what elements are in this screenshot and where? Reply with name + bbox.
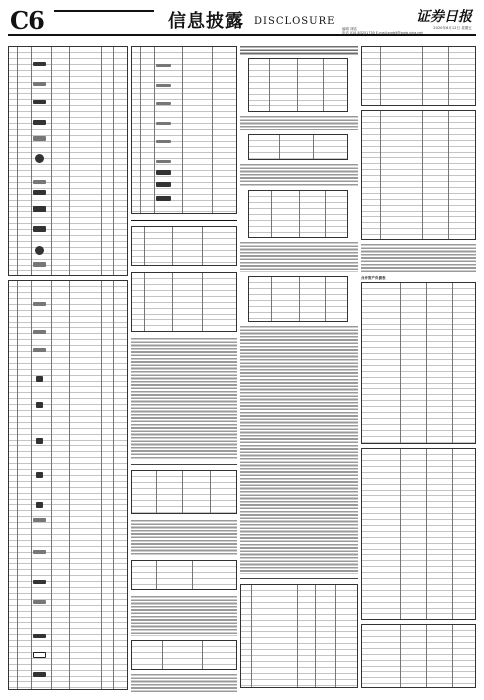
- section-title: 信息披露: [168, 11, 244, 32]
- announcement-body: [240, 116, 358, 130]
- voting-results-table: [240, 584, 358, 688]
- brand-logo-thumbnail: [33, 634, 46, 638]
- page-number: C6: [10, 6, 44, 35]
- brand-logo-thumbnail: [33, 62, 46, 66]
- column-two: [131, 40, 237, 692]
- cash-flow-table: [361, 624, 476, 688]
- trademark-table-continued: [8, 280, 128, 690]
- trademark-table-part-two: [131, 46, 237, 214]
- governance-table-continued: [361, 110, 476, 240]
- balance-sheet-table: [361, 282, 476, 444]
- shareholding-table: [131, 640, 237, 670]
- brand-logo-thumbnail: [156, 182, 171, 187]
- brand-logo-thumbnail: [33, 136, 46, 141]
- brand-logo-thumbnail: [36, 402, 43, 408]
- brand-logo-thumbnail: [33, 600, 46, 604]
- income-statement-table: [361, 448, 476, 620]
- brand-logo-thumbnail: [156, 160, 171, 163]
- section-divider: [131, 464, 237, 465]
- brand-logo-thumbnail: [33, 262, 46, 267]
- brand-logo-thumbnail: [33, 330, 46, 334]
- transaction-table: [248, 134, 348, 160]
- pledge-table: [248, 190, 348, 238]
- announcement-body: [240, 164, 358, 186]
- brand-logo-thumbnail: [33, 302, 46, 306]
- brand-logo-thumbnail: [36, 472, 43, 478]
- balance-sheet-title: 合并资产负债表: [361, 276, 386, 280]
- brand-logo-thumbnail: [156, 122, 171, 125]
- brand-logo-thumbnail: [156, 84, 171, 87]
- brand-logo-thumbnail: [33, 120, 46, 125]
- governance-table: [361, 46, 476, 106]
- brand-logo-thumbnail: [156, 64, 171, 67]
- brand-logo-thumbnail: [156, 102, 171, 105]
- brand-logo-thumbnail: [156, 196, 171, 201]
- announcement-body: [131, 520, 237, 556]
- contact-info: 电话 010-83251730 E-mail:zqrb9@zqrb.sina.net: [342, 31, 423, 35]
- issue-date: 2020年6月12日 星期五: [433, 26, 472, 30]
- announcement-body: [131, 596, 237, 636]
- registration-status-table: [131, 226, 237, 266]
- column-four: [361, 40, 476, 692]
- brand-logo-thumbnail: [33, 180, 46, 184]
- brand-logo-thumbnail: [36, 438, 43, 444]
- license-table: [131, 272, 237, 332]
- announcement-intro: [240, 46, 358, 56]
- header-rule: [54, 10, 154, 12]
- announcement-body: [131, 674, 237, 692]
- section-title-english: DISCLOSURE: [254, 16, 336, 27]
- announcement-body: [361, 244, 476, 272]
- brand-logo-thumbnail: [35, 154, 44, 163]
- brand-logo-thumbnail: [36, 376, 43, 382]
- column-trademark-table: [8, 40, 128, 692]
- newspaper-logo: 证券日报: [416, 9, 472, 25]
- announcement-body: [240, 326, 358, 574]
- section-divider: [131, 220, 237, 221]
- brand-logo-thumbnail: [33, 206, 46, 212]
- related-party-table: [131, 560, 237, 590]
- masthead: [8, 6, 476, 36]
- section-divider: [240, 578, 358, 579]
- brand-logo-thumbnail: [156, 170, 171, 175]
- brand-logo-thumbnail: [33, 190, 46, 195]
- brand-logo-thumbnail: [33, 518, 46, 522]
- brand-logo-thumbnail: [33, 672, 46, 677]
- brand-logo-thumbnail: [33, 580, 46, 584]
- financial-summary-table: [131, 470, 237, 514]
- brand-logo-thumbnail: [35, 246, 44, 255]
- announcement-body: [131, 338, 237, 460]
- brand-logo-thumbnail: [33, 100, 46, 104]
- brand-logo-thumbnail: [33, 348, 46, 352]
- brand-logo-thumbnail: [33, 652, 46, 658]
- brand-logo-thumbnail: [36, 502, 43, 508]
- brand-logo-thumbnail: [33, 550, 46, 554]
- brand-logo-thumbnail: [33, 226, 46, 232]
- guarantee-table: [248, 276, 348, 322]
- sales-data-table: [248, 58, 348, 112]
- column-three: [240, 40, 358, 692]
- brand-logo-thumbnail: [156, 140, 171, 143]
- announcement-body: [240, 242, 358, 272]
- trademark-table: [8, 46, 128, 276]
- brand-logo-thumbnail: [33, 82, 46, 86]
- editor-credit: 编辑 刘铭: [342, 27, 357, 31]
